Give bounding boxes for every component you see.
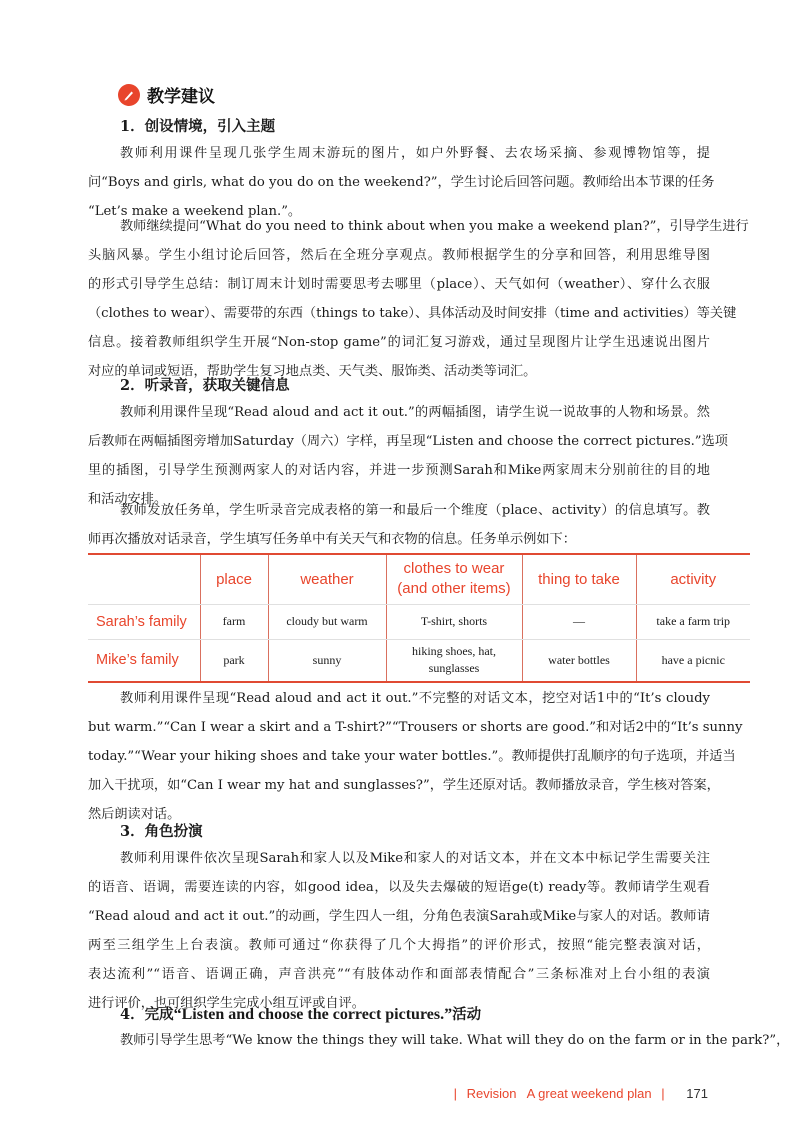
- s2-paragraph-2: [88, 496, 710, 554]
- table-header-cell: clothes to wear (and other items): [386, 554, 522, 604]
- s2-paragraph-3: [88, 684, 743, 829]
- text-line: 教师利用课件呈现几张学生周末游玩的图片，如户外野餐、去农场采摘、参观博物馆等，提: [120, 146, 710, 161]
- text-line: 然后朗读对话。: [88, 807, 181, 822]
- footer-unit: Revision: [466, 1086, 517, 1101]
- heading-1: 1．创设情境，引入主题: [120, 118, 276, 135]
- text-line: “Let’s make a weekend plan.”。: [88, 204, 302, 219]
- text-line: 进行评价，也可组织学生完成小组互评或自评。: [88, 996, 365, 1011]
- text-line: 教师引导学生思考“We know the things they will take. What will they do on the farm or in the park?”，: [120, 1033, 790, 1048]
- text-line: 教师利用课件依次呈现Sarah和家人以及Mike和家人的对话文本，并在文本中标记学生需要关注: [120, 851, 710, 866]
- heading-4: [120, 1003, 481, 1024]
- row-header: Sarah’s family: [88, 604, 200, 639]
- row-header: Mike’s family: [88, 639, 200, 682]
- table-header-cell: place: [200, 554, 268, 604]
- text-line: 问“Boys and girls, what do you do on the weekend?”，学生讨论后回答问题。教师给出本节课的任务: [88, 175, 715, 190]
- table-cell: water bottles: [522, 639, 636, 682]
- table-header-cell: thing to take: [522, 554, 636, 604]
- divider: |: [661, 1086, 665, 1101]
- table-row: [88, 639, 750, 682]
- table-cell: cloudy but warm: [268, 604, 386, 639]
- table-header-cell: activity: [636, 554, 750, 604]
- text-line: 的语音、语调，需要连读的内容，如good idea，以及失去爆破的短语ge(t) ready等。教师请学生观看: [88, 880, 710, 895]
- text-line: 里的插图，引导学生预测两家人的对话内容，并进一步预测Sarah和Mike两家周末分别前往的目的地: [88, 463, 710, 478]
- text-line: 后教师在两幅插图旁增加Saturday（周六）字样，再呈现“Listen and choose the correct pictures.”选项: [88, 434, 728, 449]
- s4-paragraph-1: [88, 1026, 790, 1055]
- table-cell: park: [200, 639, 268, 682]
- s3-paragraph-1: [88, 844, 710, 1018]
- heading-4-prefix: 4．完成: [120, 1006, 174, 1023]
- heading-4-english: “Listen and choose the correct pictures.”: [173, 1006, 453, 1023]
- footer-title: A great weekend plan: [526, 1086, 652, 1101]
- text-line: 的形式引导学生总结：制订周末计划时需要思考去哪里（place）、天气如何（weather）、穿什么衣服: [88, 277, 710, 292]
- table-cell: —: [522, 604, 636, 639]
- text-line: （clothes to wear）、需要带的东西（things to take）、具体活动及时间安排（time and activities）等关键: [88, 306, 737, 321]
- text-line: “Read aloud and act it out.”的动画，学生四人一组，分角色表演Sarah或Mike与家人的对话。教师请: [88, 909, 710, 924]
- text-line: 信息。接着教师组织学生开展“Non-stop game”的词汇复习游戏，通过呈现图片让学生迅速说出图片: [88, 335, 710, 350]
- table-cell: have a picnic: [636, 639, 750, 682]
- text-line: but warm.”“Can I wear a skirt and a T-shirt?”“Trousers or shorts are good.”和对话2中的“It’s sunny: [88, 720, 743, 735]
- table-cell: hiking shoes, hat, sunglasses: [386, 639, 522, 682]
- text-line: 教师继续提问“What do you need to think about when you make a weekend plan?”，引导学生进行: [120, 219, 749, 234]
- text-line: 对应的单词或短语，帮助学生复习地点类、天气类、服饰类、活动类等词汇。: [88, 364, 537, 379]
- text-line: 教师发放任务单，学生听录音完成表格的第一和最后一个维度（place、activity）的信息填写。教: [120, 503, 710, 518]
- text-line: today.”“Wear your hiking shoes and take your water bottles.”。教师提供打乱顺序的句子选项，并适当: [88, 749, 736, 764]
- text-line: 教师利用课件呈现“Read aloud and act it out.”的两幅插图，请学生说一说故事的人物和场景。然: [120, 405, 710, 420]
- table-header-cell: weather: [268, 554, 386, 604]
- table-cell: T-shirt, shorts: [386, 604, 522, 639]
- page-footer: [448, 1086, 708, 1101]
- text-line: 加入干扰项，如“Can I wear my hat and sunglasses?”，学生还原对话。教师播放录音，学生核对答案，: [88, 778, 720, 793]
- section-title: 教学建议: [147, 87, 215, 107]
- text-line: 头脑风暴。学生小组讨论后回答，然后在全班分享观点。教师根据学生的分享和回答，利用思维导图: [88, 248, 710, 263]
- table-cell: take a farm trip: [636, 604, 750, 639]
- text-line: 表达流利”“语音、语调正确，声音洪亮”“有肢体动作和面部表情配合”三条标准对上台小组的表演: [88, 967, 710, 982]
- text-line: 和活动安排。: [88, 492, 168, 507]
- s1-paragraph-2: [88, 212, 749, 386]
- table-cell: sunny: [268, 639, 386, 682]
- pencil-icon: [118, 84, 140, 106]
- heading-3: 3．角色扮演: [120, 823, 203, 840]
- text-line: 教师利用课件呈现“Read aloud and act it out.”不完整的对话文本，挖空对话1中的“It’s cloudy: [120, 691, 710, 706]
- table-row: [88, 604, 750, 639]
- table-cell: farm: [200, 604, 268, 639]
- section-header: [118, 82, 215, 107]
- task-sheet-table: [88, 553, 750, 683]
- divider: |: [453, 1086, 457, 1101]
- heading-4-suffix: 活动: [452, 1006, 482, 1023]
- table-header-cell: [88, 554, 200, 604]
- text-line: 两至三组学生上台表演。教师可通过“你获得了几个大拇指”的评价形式，按照“能完整表演对话，: [88, 938, 710, 953]
- heading-2: 2．听录音，获取关键信息: [120, 377, 290, 394]
- text-line: 师再次播放对话录音，学生填写任务单中有关天气和衣物的信息。任务单示例如下：: [88, 532, 576, 547]
- table-header-row: [88, 554, 750, 604]
- page-number: 171: [686, 1086, 708, 1101]
